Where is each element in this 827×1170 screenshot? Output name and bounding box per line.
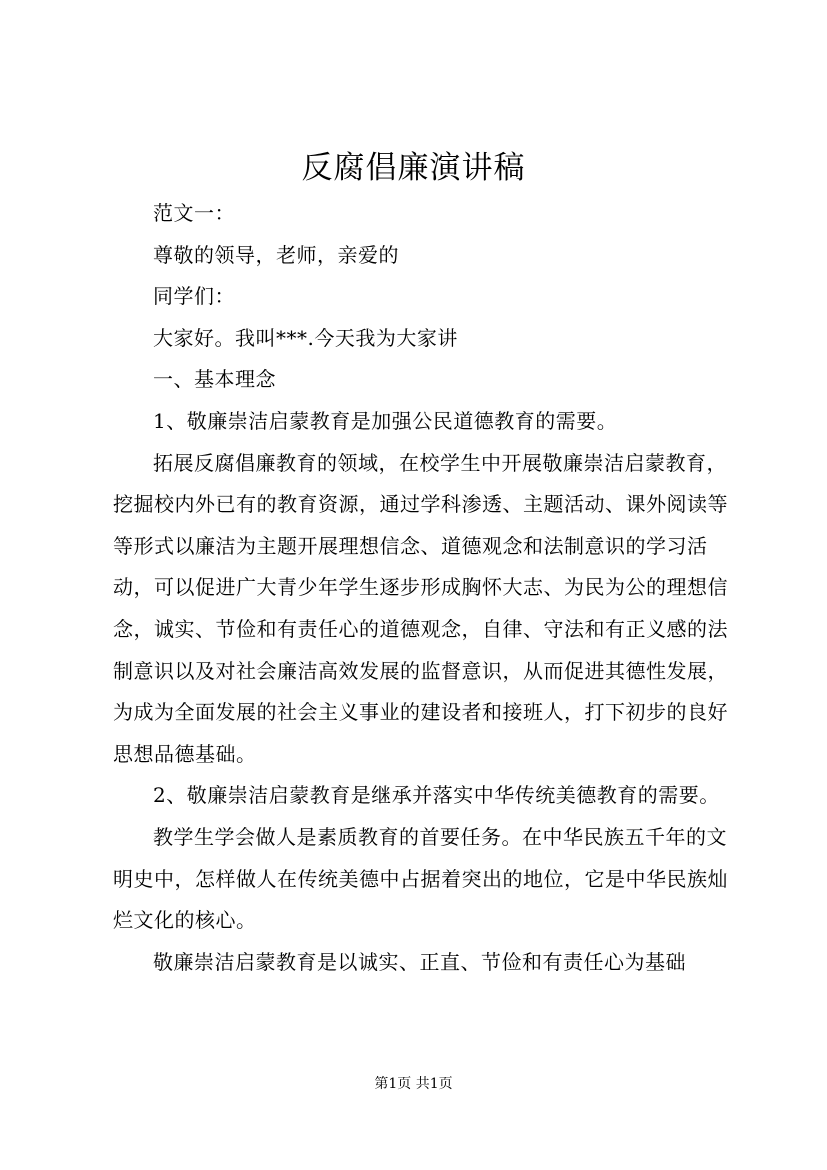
paragraph-salutation-line2: 同学们： — [153, 284, 235, 309]
document-title: 反腐倡廉演讲稿 — [301, 150, 526, 186]
section-heading-basic-concept: 一、基本理念 — [153, 367, 276, 392]
point-2-heading: 2、敬廉崇洁启蒙教育是继承并落实中华传统美德教育的需要。 — [153, 783, 720, 808]
point-1-body: 拓展反腐倡廉教育的领域，在校学生中开展敬廉崇洁启蒙教育，挖掘校内外已有的教育资源，通过学科渗透、主题活动、课外阅读等等形式以廉洁为主题开展理想信念、道德观念和法制意识的学习活动，可以促进广大青少年学生逐步形成胸怀大志、为民为公的理想信念，诚实、节俭和有责任心的道德观念，自律、守法和有正义感的法制意识以及对社会廉洁高效发展的监督意识，从而促进其德性发展，为成为全面发展的社会主义事业的建设者和接班人，打下初步的良好思想品德基础。 — [113, 450, 728, 766]
point-2-body: 教学生学会做人是素质教育的首要任务。在中华民族五千年的文明史中，怎样做人在传统美德中占据着突出的地位，它是中华民族灿烂文化的核心。 — [113, 824, 728, 933]
point-1-heading: 1、敬廉崇洁启蒙教育是加强公民道德教育的需要。 — [153, 408, 618, 433]
document-body — [113, 193, 733, 983]
page-footer: 第1页 共1页 — [374, 1076, 453, 1092]
paragraph-sample-heading: 范文一： — [153, 201, 235, 225]
paragraph-salutation-line1: 尊敬的领导，老师，亲爱的 — [153, 242, 399, 267]
paragraph-closing-fragment: 敬廉崇洁启蒙教育是以诚实、正直、节俭和有责任心为基础 — [153, 949, 686, 974]
paragraph-greeting: 大家好。我叫***.今天我为大家讲 — [153, 325, 458, 350]
